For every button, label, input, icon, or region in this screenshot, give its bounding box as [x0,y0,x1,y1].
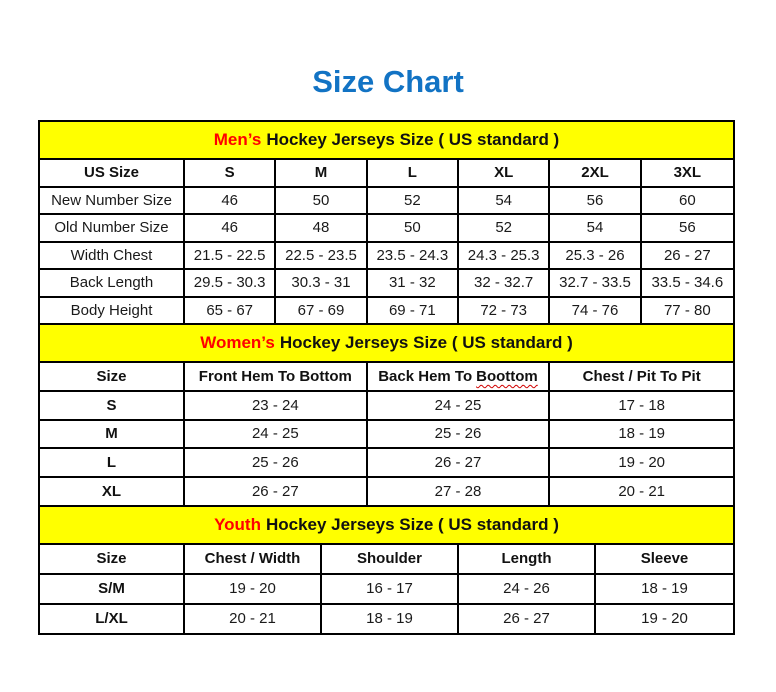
table-cell: 25.3 - 26 [550,243,641,269]
womens-header-row [40,363,733,392]
table-cell: 26 - 27 [663,246,711,264]
table-row [40,575,733,605]
youth-header-row [40,545,733,575]
column-header: Size [40,363,185,390]
table-cell: 67 - 69 [276,298,367,324]
row-label: S [40,392,185,419]
table-cell: 24 - 26 [459,575,596,603]
table-cell: 52 [459,215,550,241]
column-header: Length [459,545,596,573]
table-cell: 72 - 73 [459,298,550,324]
table-cell: 31 - 32 [368,270,459,296]
column-header: Sleeve [640,550,689,568]
youth-section-banner [40,507,733,545]
mens-banner-highlight: Men’s [213,130,262,149]
row-label: S/M [40,575,185,603]
row-label: New Number Size [40,188,185,214]
womens-banner-highlight: Women’s [200,333,275,352]
table-cell: 19 - 20 [641,610,688,628]
table-cell: 50 [368,215,459,241]
table-cell: 56 [550,188,641,214]
womens-section-banner [40,325,733,363]
row-label: Body Height [40,298,185,324]
table-cell: 20 - 21 [185,605,322,633]
table-row [40,605,733,633]
table-cell: 48 [276,215,367,241]
youth-banner-text: Hockey Jerseys Size ( US standard ) [265,514,559,534]
table-cell: 19 - 20 [185,575,322,603]
table-cell: 26 - 27 [185,478,368,505]
table-cell: 24 - 25 [185,421,368,448]
table-cell: 26 - 27 [368,449,551,476]
column-header: XL [459,160,550,186]
table-cell: 18 - 19 [641,580,688,598]
table-row [40,421,733,450]
row-label: Back Length [40,270,185,296]
table-cell: 22.5 - 23.5 [276,243,367,269]
table-row [40,392,733,421]
table-row [40,449,733,478]
womens-banner-text: Hockey Jerseys Size ( US standard ) [279,333,573,352]
table-cell: 46 [185,215,276,241]
table-row [40,270,733,298]
column-header: Chest / Pit To Pit [582,367,701,385]
column-header: Shoulder [322,545,459,573]
row-label: L [40,449,185,476]
table-cell: 18 - 19 [322,605,459,633]
table-cell: 74 - 76 [550,298,641,324]
row-label: M [40,421,185,448]
table-row [40,215,733,243]
table-cell: 30.3 - 31 [276,270,367,296]
row-label: Old Number Size [40,215,185,241]
row-label: Width Chest [40,243,185,269]
table-cell: 46 [185,188,276,214]
table-cell: 19 - 20 [618,454,666,472]
table-cell: 18 - 19 [618,425,666,443]
page-title: Size Chart [312,64,464,99]
column-header: Front Hem To Bottom [185,363,368,390]
table-cell: 32.7 - 33.5 [550,270,641,296]
table-cell: 52 [368,188,459,214]
column-header: S [185,160,276,186]
table-cell: 60 [678,191,696,209]
table-row [40,188,733,216]
table-cell: 25 - 26 [368,421,551,448]
table-row [40,478,733,507]
table-cell: 27 - 28 [368,478,551,505]
mens-section-banner [40,122,733,160]
table-cell: 23 - 24 [185,392,368,419]
table-cell: 21.5 - 22.5 [185,243,276,269]
table-cell: 77 - 80 [663,301,711,319]
row-label: XL [40,478,185,505]
table-cell: 17 - 18 [618,396,666,414]
table-cell: 69 - 71 [368,298,459,324]
column-header: US Size [40,160,185,186]
mens-banner-text: Hockey Jerseys Size ( US standard ) [266,130,560,149]
table-cell: 33.5 - 34.6 [651,274,724,292]
table-cell: 54 [459,188,550,214]
table-cell: 24.3 - 25.3 [459,243,550,269]
table-cell: 32 - 32.7 [459,270,550,296]
column-header-misspelled [368,363,551,390]
table-cell: 50 [276,188,367,214]
column-header: Size [40,545,185,573]
table-cell: 56 [678,219,696,237]
table-cell: 25 - 26 [185,449,368,476]
table-cell: 20 - 21 [618,483,666,501]
row-label: L/XL [40,605,185,633]
column-header-text: Back Hem To [378,367,473,385]
column-header: 3XL [673,164,702,182]
table-row [40,243,733,271]
table-cell: 29.5 - 30.3 [185,270,276,296]
column-header: M [276,160,367,186]
table-cell: 16 - 17 [322,575,459,603]
size-chart-table [38,120,735,635]
mens-header-row [40,160,733,188]
column-header: 2XL [550,160,641,186]
table-cell: 65 - 67 [185,298,276,324]
column-header: Chest / Width [185,545,322,573]
table-cell: 54 [550,215,641,241]
table-row [40,298,733,326]
column-header: L [368,160,459,186]
table-cell: 24 - 25 [368,392,551,419]
youth-banner-highlight: Youth [214,514,261,534]
misspelled-word: Boottom [476,367,538,385]
table-cell: 26 - 27 [459,605,596,633]
table-cell: 23.5 - 24.3 [368,243,459,269]
